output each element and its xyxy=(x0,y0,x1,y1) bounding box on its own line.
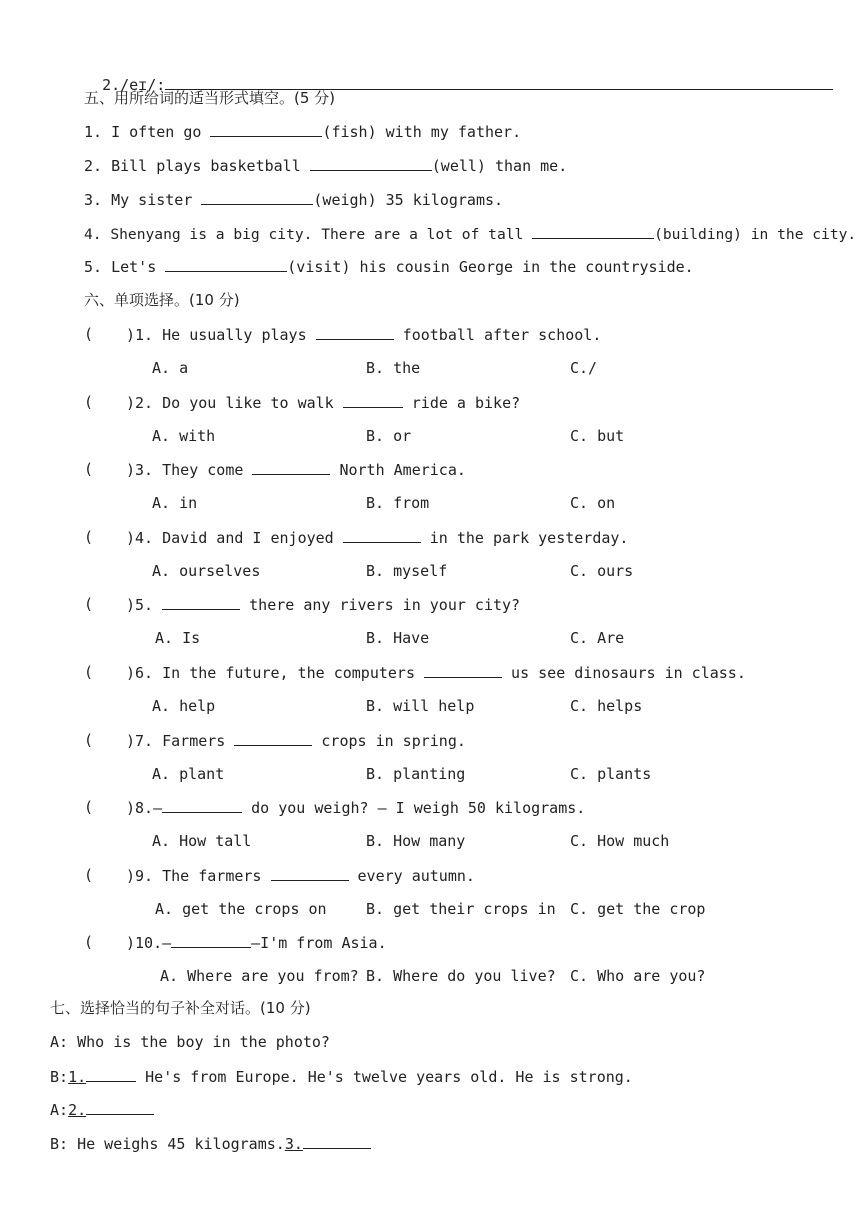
dialogue-blank[interactable] xyxy=(86,1099,154,1115)
answer-paren[interactable]: ( xyxy=(84,595,94,614)
question-blank[interactable] xyxy=(271,865,349,881)
option-b[interactable]: B. Have xyxy=(366,629,430,648)
question-number: )3. xyxy=(126,461,154,480)
question-text-before: The farmers xyxy=(153,866,271,885)
answer-paren[interactable]: ( xyxy=(84,392,94,411)
fill-text-before: 3. My sister xyxy=(84,191,202,209)
option-b[interactable]: B. or xyxy=(366,426,412,445)
question-blank[interactable] xyxy=(424,662,502,678)
question-stem xyxy=(126,392,520,413)
answer-paren[interactable]: ( xyxy=(84,325,94,343)
speaker-label: A: xyxy=(50,1101,69,1119)
question-stem xyxy=(126,527,628,548)
question-text-before: David and I enjoyed xyxy=(153,528,343,547)
option-a[interactable]: A. get the crops on xyxy=(155,899,327,918)
option-b[interactable]: B. from xyxy=(366,494,430,513)
option-a[interactable]: A. ourselves xyxy=(152,561,261,580)
question-text-after: there any rivers in your city? xyxy=(240,596,521,615)
dialogue-line-3 xyxy=(50,1099,154,1120)
question-text-after: every autumn. xyxy=(348,866,475,885)
question-text-after: us see dinosaurs in class. xyxy=(502,664,746,682)
dialogue-blank[interactable] xyxy=(86,1066,136,1082)
dialogue-text: A: Who is the boy in the photo? xyxy=(50,1033,330,1051)
section-5-title: 五、用所给词的适当形式填空。(5 分) xyxy=(84,89,336,107)
option-a[interactable]: A. plant xyxy=(152,764,225,783)
question-blank[interactable] xyxy=(162,797,242,813)
option-c[interactable]: C. plants xyxy=(570,764,652,783)
answer-paren[interactable]: ( xyxy=(84,730,94,749)
question-text-after: ride a bike? xyxy=(402,393,521,412)
dialogue-line-2 xyxy=(50,1066,633,1087)
question-number: )2. xyxy=(126,393,154,412)
question-text-before xyxy=(153,596,162,614)
question-number: )4. xyxy=(126,528,154,547)
fill-text-before: 5. Let's xyxy=(84,258,166,276)
option-c[interactable]: C. but xyxy=(570,426,625,445)
question-number: )6. xyxy=(126,664,154,682)
question-number: )5. xyxy=(126,596,154,615)
answer-paren[interactable]: ( xyxy=(84,798,94,817)
dialogue-text: B: He weighs 45 kilograms. xyxy=(50,1135,285,1153)
blank-number: 1. xyxy=(68,1068,87,1086)
question-text-before: They come xyxy=(153,461,253,480)
question-text-after: North America. xyxy=(330,461,466,480)
option-c[interactable]: C. get the crop xyxy=(570,899,706,918)
question-text-after: crops in spring. xyxy=(312,731,466,750)
fill-text-after: (visit) his cousin George in the countryside. xyxy=(287,258,694,276)
blank-number: 2. xyxy=(68,1101,87,1119)
option-c[interactable]: C. Are xyxy=(570,629,625,648)
question-text-after: football after school. xyxy=(393,326,602,344)
question-number: )8. xyxy=(126,799,154,818)
question-stem xyxy=(126,324,601,345)
dialogue-text: He's from Europe. He's twelve years old. He is strong. xyxy=(136,1068,633,1086)
option-b[interactable]: B. How many xyxy=(366,832,466,851)
answer-paren[interactable]: ( xyxy=(84,865,94,884)
speaker-label: B: xyxy=(50,1068,69,1086)
question-blank[interactable] xyxy=(252,459,330,475)
option-b[interactable]: B. myself xyxy=(366,561,448,580)
question-stem xyxy=(126,932,387,953)
option-b[interactable]: B. the xyxy=(366,359,421,377)
question-number: )10. xyxy=(126,934,163,953)
question-text-after: —I'm from Asia. xyxy=(251,934,387,953)
fill-blank[interactable] xyxy=(201,189,313,205)
option-c[interactable]: C. How much xyxy=(570,832,670,851)
option-c[interactable]: C. on xyxy=(570,494,616,513)
fill-blank[interactable] xyxy=(532,223,654,239)
question-stem xyxy=(126,459,466,480)
answer-paren[interactable]: ( xyxy=(84,663,94,681)
blank-number: 3. xyxy=(284,1135,303,1153)
question-blank[interactable] xyxy=(343,392,403,408)
question-blank[interactable] xyxy=(234,730,312,746)
option-c[interactable]: C./ xyxy=(570,359,598,377)
option-a[interactable]: A. in xyxy=(152,494,198,513)
option-b[interactable]: B. Where do you live? xyxy=(366,967,556,986)
question-number: )1. xyxy=(126,326,154,344)
question-text-before: Do you like to walk xyxy=(153,393,343,412)
fill-blank[interactable] xyxy=(310,155,432,171)
question-blank[interactable] xyxy=(162,594,240,610)
question-blank[interactable] xyxy=(171,932,251,948)
question-text-before: He usually plays xyxy=(153,326,316,344)
fill-item-2 xyxy=(84,155,567,176)
answer-paren[interactable]: ( xyxy=(84,933,94,952)
question-number: )7. xyxy=(126,731,154,750)
option-c[interactable]: C. helps xyxy=(570,697,643,715)
fill-item-5 xyxy=(84,256,694,277)
fill-text-before: 1. I often go xyxy=(84,123,211,141)
fill-blank[interactable] xyxy=(165,256,287,272)
dialogue-line-4 xyxy=(50,1133,371,1154)
option-a[interactable]: A. Is xyxy=(155,629,201,648)
section-6-title: 六、单项选择。(10 分) xyxy=(84,291,240,309)
dialogue-line-1 xyxy=(50,1032,330,1052)
option-b[interactable]: B. will help xyxy=(366,697,475,715)
question-text-after: do you weigh? — I weigh 50 kilograms. xyxy=(242,799,586,818)
question-blank[interactable] xyxy=(343,527,421,543)
question-text-before: — xyxy=(162,934,172,953)
fill-item-4 xyxy=(84,223,856,245)
fill-text-after: (well) than me. xyxy=(431,157,568,175)
option-a[interactable]: A. help xyxy=(152,697,216,715)
question-stem xyxy=(126,730,466,751)
section-7-title: 七、选择恰当的句子补全对话。(10 分) xyxy=(50,999,311,1017)
fill-text-after: (building) in the city. xyxy=(654,226,857,243)
question-blank[interactable] xyxy=(316,324,394,340)
answer-paren[interactable]: ( xyxy=(84,460,94,479)
option-a[interactable]: A. a xyxy=(152,359,189,377)
question-number: )9. xyxy=(126,866,154,885)
question-stem xyxy=(126,797,585,818)
fill-text-after: (weigh) 35 kilograms. xyxy=(313,191,504,209)
question-text-before: Farmers xyxy=(153,731,235,750)
fill-text-after: (fish) with my father. xyxy=(322,123,522,141)
question-stem xyxy=(126,865,475,886)
question-text-before: — xyxy=(153,799,163,818)
question-stem xyxy=(126,594,520,615)
question-stem xyxy=(126,662,746,683)
question-text-after: in the park yesterday. xyxy=(420,528,629,547)
fill-text-before: 4. Shenyang is a big city. There are a lot of tall xyxy=(84,226,533,243)
phonetic-label: 2./eɪ/: xyxy=(102,76,166,94)
fill-blank[interactable] xyxy=(210,121,322,137)
option-a[interactable]: A. with xyxy=(152,426,216,445)
question-text-before: In the future, the computers xyxy=(153,664,425,682)
answer-paren[interactable]: ( xyxy=(84,527,94,546)
option-a[interactable]: A. How tall xyxy=(152,832,252,851)
dialogue-blank[interactable] xyxy=(303,1133,371,1149)
option-a[interactable]: A. Where are you from? xyxy=(160,967,359,986)
option-c[interactable]: C. ours xyxy=(570,561,634,580)
option-b[interactable]: B. get their crops in xyxy=(366,899,556,918)
option-c[interactable]: C. Who are you? xyxy=(570,967,706,986)
option-b[interactable]: B. planting xyxy=(366,764,466,783)
fill-item-1 xyxy=(84,121,521,142)
fill-text-before: 2. Bill plays basketball xyxy=(84,157,310,175)
fill-item-3 xyxy=(84,189,503,210)
